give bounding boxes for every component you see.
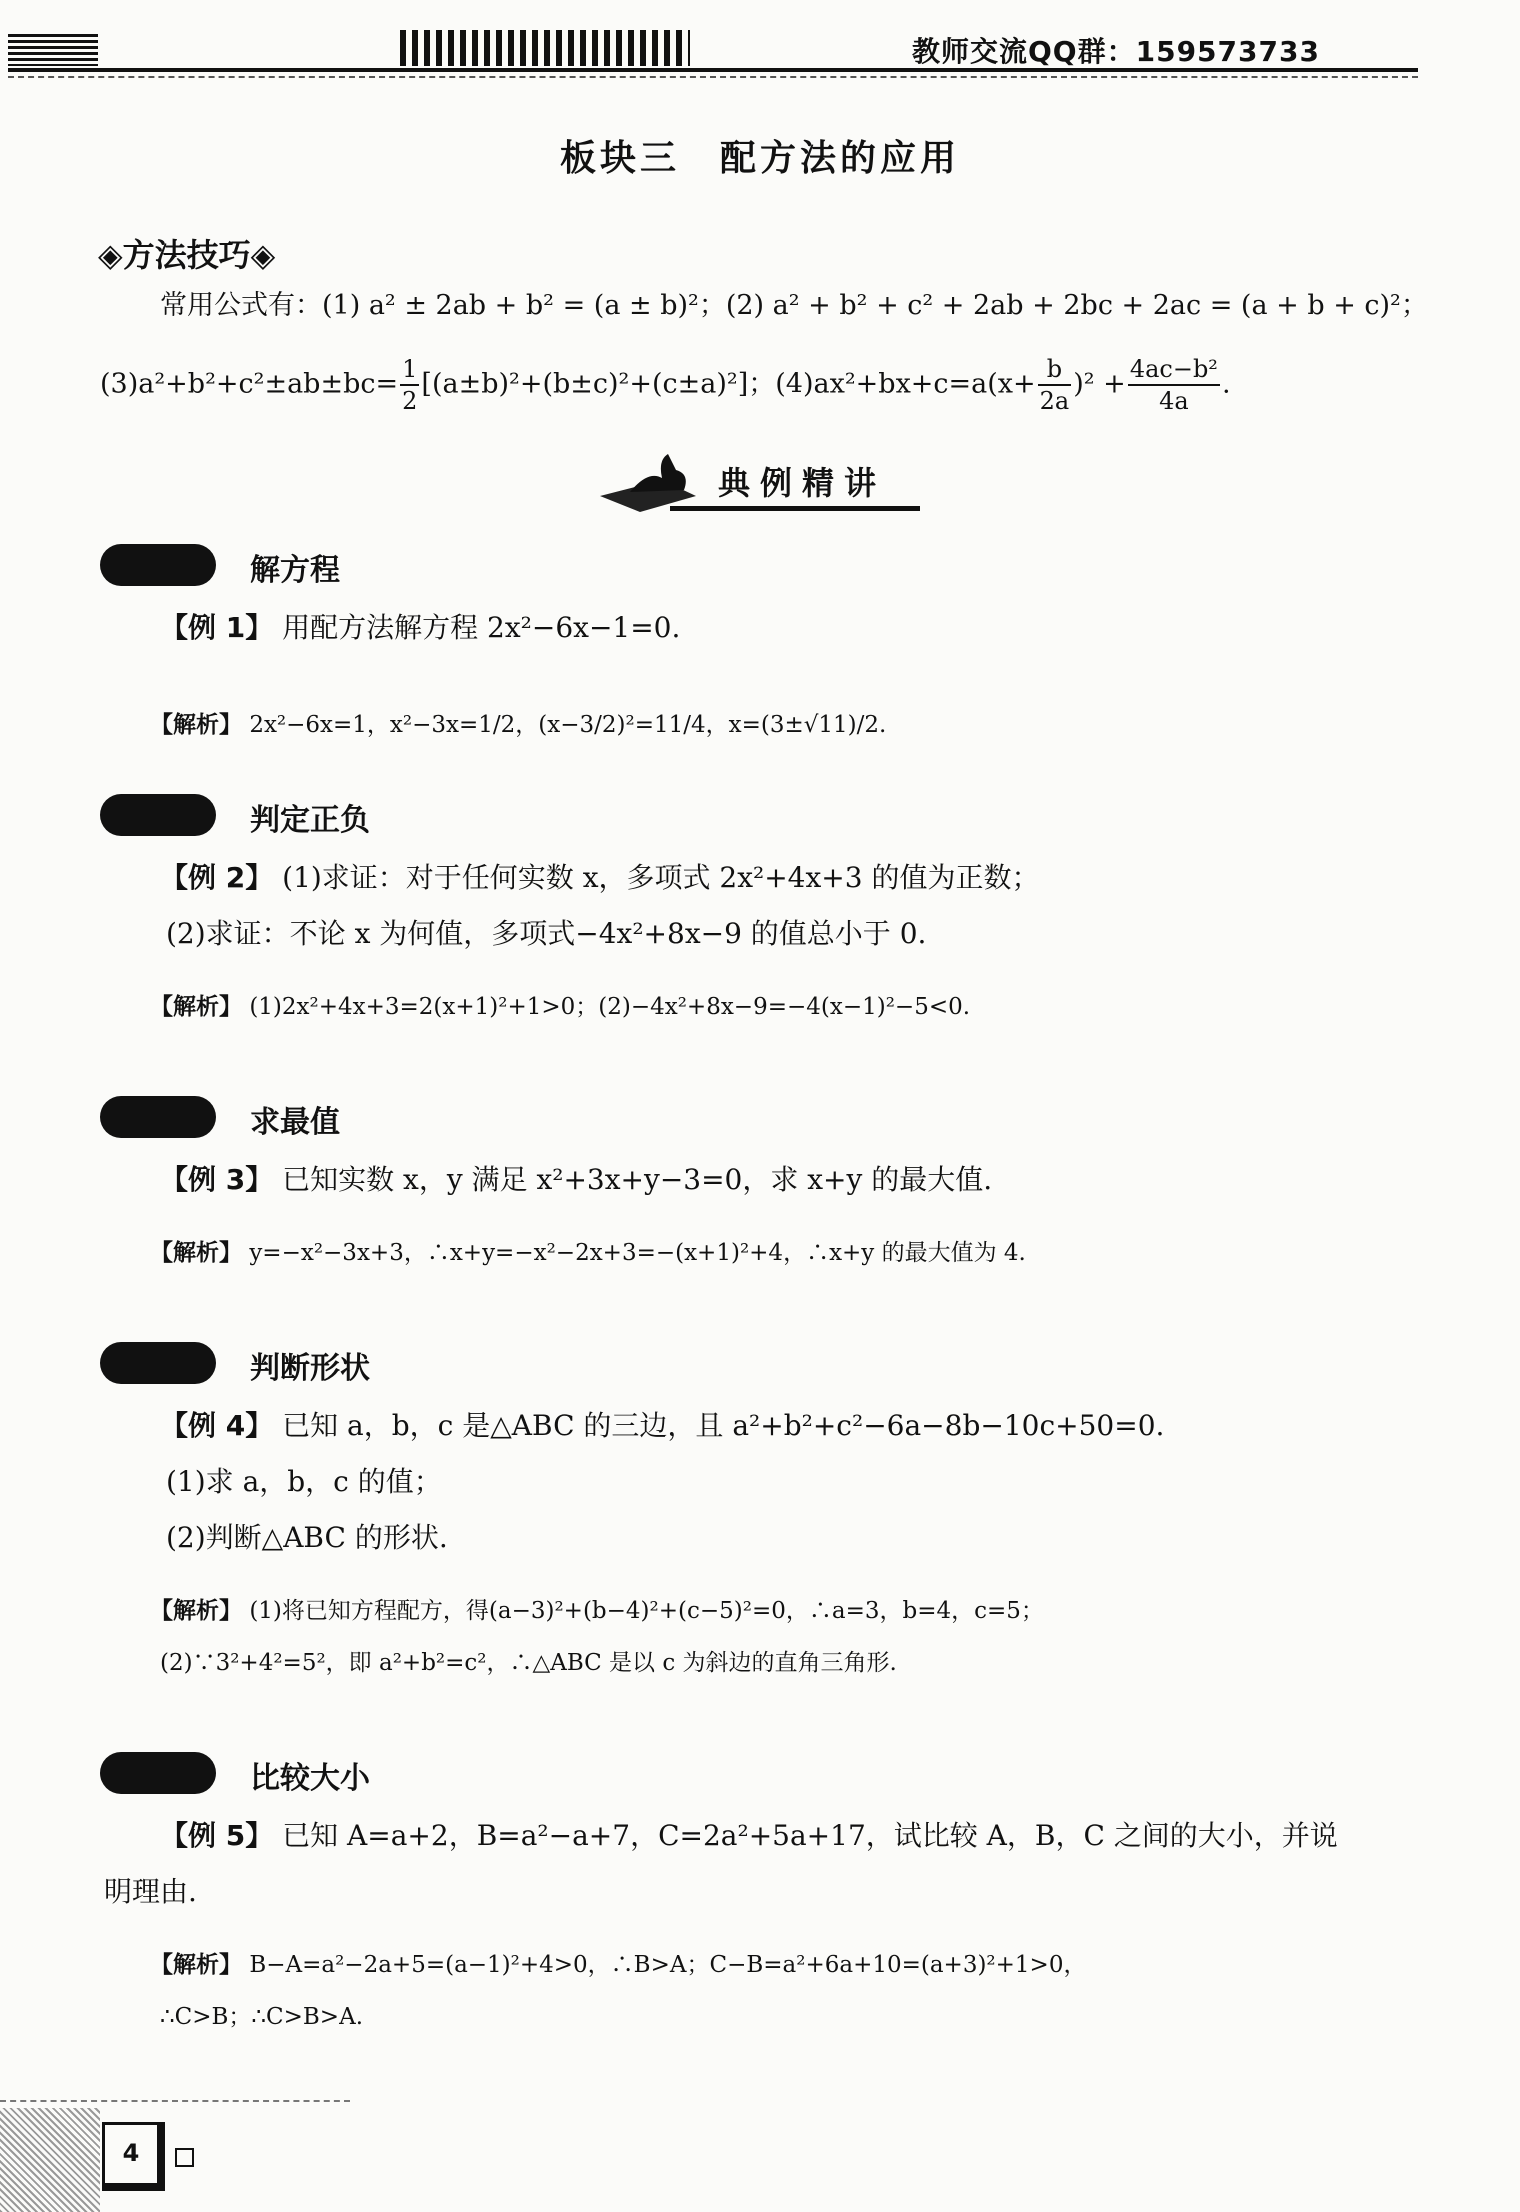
topic-pill-decoration xyxy=(100,1096,216,1138)
header-bar-decoration xyxy=(8,34,98,66)
method-heading: ◈方法技巧◈ xyxy=(98,236,276,274)
solution-text: 2x²−6x=1，x²−3x=1/2，(x−3/2)²=11/4，x=(3±√11)/2. xyxy=(249,712,887,738)
solution-text: (2)∵3²+4²=5²，即 a²+b²=c²，∴△ABC 是以 c 为斜边的直角三角形. xyxy=(160,1650,897,1676)
example-3 xyxy=(160,1158,992,1198)
header-contact-text: 教师交流QQ群：159573733 xyxy=(912,35,1320,68)
solution-text: (1)2x²+4x+3=2(x+1)²+1>0；(2)−4x²+8x−9=−4(x−1)²−5<0. xyxy=(249,994,971,1020)
example-text: (1)求 a，b，c 的值； xyxy=(166,1465,442,1498)
topic-title: 判定正负 xyxy=(250,803,370,838)
example-tag: 【例 2】 xyxy=(160,861,274,894)
fraction-half xyxy=(400,354,419,416)
section-title: 板块三 配方法的应用 xyxy=(559,138,960,179)
example-text: 明理由. xyxy=(104,1875,197,1908)
example-tag: 【例 3】 xyxy=(160,1163,274,1196)
solution-3 xyxy=(150,1234,1026,1267)
solution-tag: 【解析】 xyxy=(150,1240,242,1266)
formula-part: (3)a²+b²+c²±ab±bc= xyxy=(100,368,399,400)
page-number: 4 xyxy=(102,2122,165,2191)
example-text: (2)求证：不论 x 为何值，多项式−4x²+8x−9 的值总小于 0. xyxy=(166,917,927,950)
example-text: (1)求证：对于任何实数 x，多项式 2x²+4x+3 的值为正数； xyxy=(282,861,1040,894)
example-2 xyxy=(160,856,1039,896)
example-text: 已知 A=a+2，B=a²−a+7，C=2a²+5a+17，试比较 A，B，C 之间的大小，并说 xyxy=(282,1819,1338,1852)
fraction-denominator: 4a xyxy=(1159,387,1189,415)
formula-part: . xyxy=(1221,368,1231,400)
solution-1 xyxy=(150,706,886,739)
solution-text: B−A=a²−2a+5=(a−1)²+4>0，∴B>A；C−B=a²+6a+10=(a+3)²+1>0， xyxy=(249,1952,1087,1978)
solution-tag: 【解析】 xyxy=(150,994,242,1020)
formula-line-2 xyxy=(100,354,1231,416)
solution-5 xyxy=(150,1946,1086,1979)
fraction-numerator: 1 xyxy=(400,354,419,386)
topic-title: 比较大小 xyxy=(250,1761,370,1796)
example-text: 已知实数 x，y 满足 x²+3x+y−3=0，求 x+y 的最大值. xyxy=(282,1163,993,1196)
topic-title: 判断形状 xyxy=(250,1351,370,1386)
topic-pill-decoration xyxy=(100,1342,216,1384)
footer-dashed-rule xyxy=(0,2100,350,2102)
footer-texture-decoration xyxy=(0,2108,100,2212)
example-4 xyxy=(160,1404,1164,1444)
solution-tag: 【解析】 xyxy=(150,1952,242,1978)
solution-tag: 【解析】 xyxy=(150,1598,242,1624)
formula-part: )² + xyxy=(1073,368,1126,400)
fraction-b-over-2a xyxy=(1038,354,1072,416)
example-tag: 【例 1】 xyxy=(160,611,274,644)
solution-text: (1)将已知方程配方，得(a−3)²+(b−4)²+(c−5)²=0，∴a=3，b=4，c=5； xyxy=(249,1598,1044,1624)
topic-title: 求最值 xyxy=(250,1105,340,1140)
formula-part: [(a±b)²+(b±c)²+(c±a)²]；(4)ax²+bx+c=a(x+ xyxy=(421,368,1036,400)
square-icon xyxy=(175,2148,194,2167)
example-text: 用配方法解方程 2x²−6x−1=0. xyxy=(282,611,681,644)
header-dashed-rule xyxy=(8,76,1418,78)
fraction-denominator: 2a xyxy=(1039,387,1070,415)
solution-text: ∴C>B；∴C>B>A. xyxy=(160,2004,364,2030)
header-stripes-decoration xyxy=(100,30,690,66)
topic-pill-decoration xyxy=(100,1752,216,1794)
solution-4 xyxy=(150,1592,1044,1625)
example-text: 已知 a，b，c 是△ABC 的三边，且 a²+b²+c²−6a−8b−10c+50=0. xyxy=(282,1409,1165,1442)
topic-pill-decoration xyxy=(100,544,216,586)
solution-2 xyxy=(150,988,970,1021)
example-1 xyxy=(160,606,680,646)
fraction-numerator: b xyxy=(1038,354,1072,386)
topic-title: 解方程 xyxy=(250,553,340,588)
fraction-denominator: 2 xyxy=(402,387,418,415)
topic-pill-decoration xyxy=(100,794,216,836)
example-tag: 【例 5】 xyxy=(160,1819,274,1852)
example-5 xyxy=(160,1814,1338,1854)
banner-title: 典例精讲 xyxy=(718,464,887,502)
fraction-numerator: 4ac−b² xyxy=(1128,354,1220,386)
formula-line-1: 常用公式有：(1) a² ± 2ab + b² = (a ± b)²；(2) a² + b² + c² + 2ab + 2bc + 2ac = (a + b + c)²； xyxy=(160,290,1428,321)
solution-tag: 【解析】 xyxy=(150,712,242,738)
fraction-discriminant xyxy=(1128,354,1220,416)
header-rule xyxy=(8,68,1418,72)
example-text: (2)判断△ABC 的形状. xyxy=(166,1521,448,1554)
solution-text: y=−x²−3x+3，∴x+y=−x²−2x+3=−(x+1)²+4，∴x+y 的最大值为 4. xyxy=(249,1240,1026,1266)
example-tag: 【例 4】 xyxy=(160,1409,274,1442)
